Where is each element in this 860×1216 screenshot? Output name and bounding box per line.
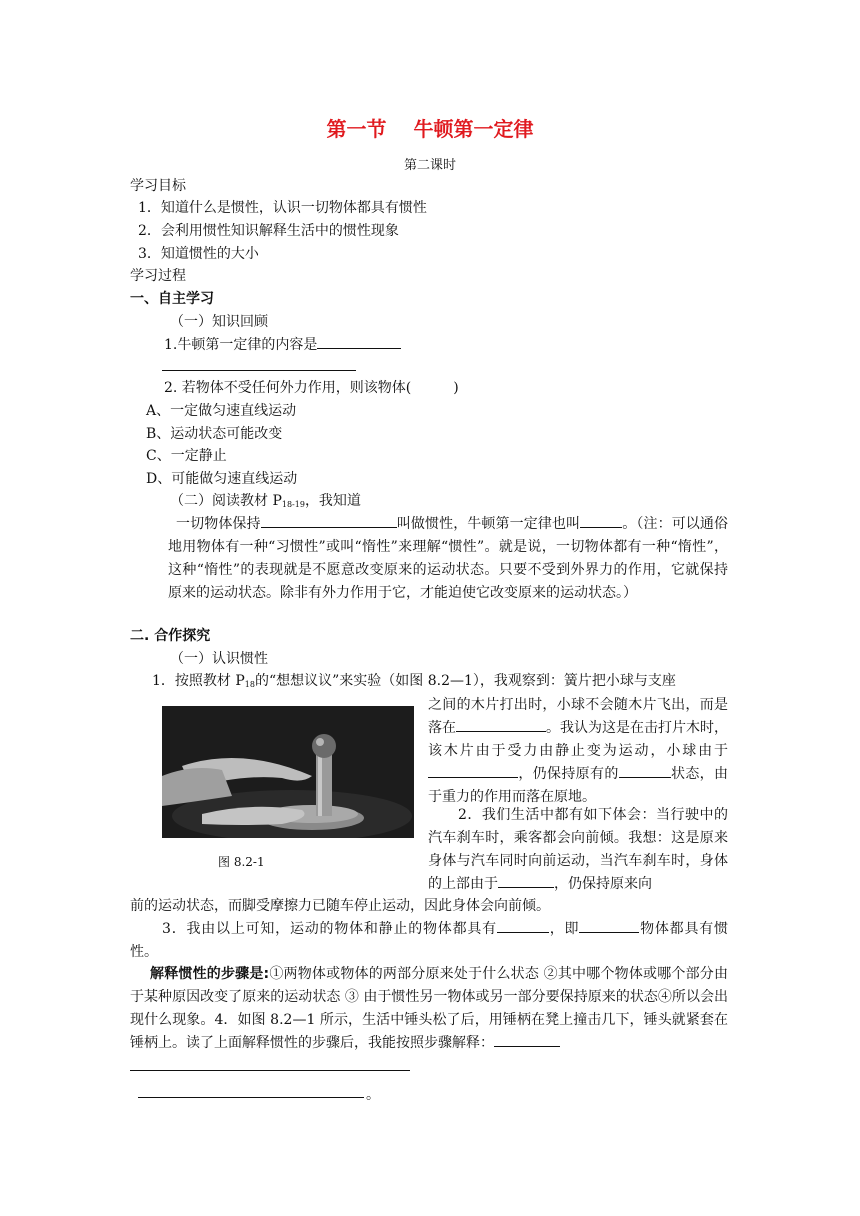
answer-blank[interactable] xyxy=(579,918,639,933)
answer-blank[interactable] xyxy=(497,918,549,933)
answer-blank[interactable] xyxy=(498,873,554,888)
answer-blank[interactable] xyxy=(580,513,622,528)
end-mark: 。 xyxy=(366,1087,380,1103)
question-s2-1 xyxy=(152,671,676,695)
page-title: 第一节 牛顿第一定律 xyxy=(326,117,534,141)
question-s2-3 xyxy=(130,918,728,964)
answer-blank[interactable] xyxy=(619,763,671,778)
q1-text-f: 状态，由于重力的作用而落在原地。 xyxy=(428,766,729,805)
reading-heading xyxy=(170,491,361,515)
process-heading: 学习过程 xyxy=(130,268,186,284)
question-1-text: 1.牛顿第一定律的内容是 xyxy=(164,337,318,353)
q2-text-a: 2．我们生活中都有如下体会：当行驶中的汽车刹车时，乘客都会向前倾。我想：这是原来身体与汽车同时向前运动，当汽车刹车时，身体的上部由于 xyxy=(428,807,728,892)
q1-text-d: 。我认为这是在击打片木时，该木片由于受力由静止变为运动，小球由于 xyxy=(428,720,728,759)
inertia-steps xyxy=(130,963,728,1055)
section1-heading: 一、自主学习 xyxy=(130,291,214,307)
q1-text-b: 的“想想议议”来实验（如图 8.2—1），我观察到：簧片把小球与支座 xyxy=(254,673,676,689)
objective-item: 3．知道惯性的大小 xyxy=(138,246,259,262)
page-subtitle: 第二课时 xyxy=(403,158,456,173)
review-heading: （一）知识回顾 xyxy=(170,314,268,330)
answer-blank[interactable] xyxy=(494,1032,560,1047)
q3-text-b: ，即 xyxy=(548,921,580,937)
answer-blank[interactable] xyxy=(456,717,546,732)
answer-blank[interactable] xyxy=(428,763,518,778)
objective-item: 2．会利用惯性知识解释生活中的惯性现象 xyxy=(138,223,399,239)
page-range: 18-19 xyxy=(281,500,305,509)
inertia-paragraph xyxy=(168,513,728,605)
experiment-photo xyxy=(162,706,414,838)
section2-sub: （一）认识惯性 xyxy=(170,651,268,667)
figure-caption: 图 8.2-1 xyxy=(218,855,265,869)
question-1 xyxy=(164,334,401,355)
option-d: D、可能做匀速直线运动 xyxy=(146,471,298,487)
inertia-text-c: 。（注：可以通俗地用物体有一种“习惯性”或叫“惰性”来理解“惯性”。就是说，一切物体都有一种“惰性”，这种“惰性”的表现就是不愿意改变原来的运动状态。只要不受到外界力的作用，它就保持原来的运动状态。除非有外力作用于它，才能迫使它改变原来的运动状态。） xyxy=(168,516,729,601)
inertia-text-b: 叫做惯性，牛顿第一定律也叫 xyxy=(396,516,581,532)
question-s2-1-continued xyxy=(428,694,728,809)
q2-text-b-head: ，仍保持原来向 xyxy=(554,876,652,892)
question-s2-2 xyxy=(428,804,728,896)
option-b: B、运动状态可能改变 xyxy=(146,426,283,442)
reading-text-b: ，我知道 xyxy=(304,493,361,509)
experiment-illustration xyxy=(162,706,414,838)
q1-text-a: 1．按照教材 P xyxy=(152,673,245,689)
steps-label: 解释惯性的步骤是: xyxy=(150,966,270,982)
q1-text-c: 之间的木片打出时，小球不会随木片飞出，而是落在 xyxy=(428,697,728,736)
inertia-text-a: 一切物体保持 xyxy=(176,516,261,532)
option-a: A、一定做匀速直线运动 xyxy=(146,403,297,419)
answer-line[interactable] xyxy=(138,1097,364,1098)
page-number: 18 xyxy=(244,680,255,689)
question-s2-2-tail: 前的运动状态，而脚受摩擦力已随车停止运动，因此身体会向前倾。 xyxy=(130,898,550,914)
section2-heading: 二. 合作探究 xyxy=(130,628,211,644)
q3-text-a: 3．我由以上可知，运动的物体和静止的物体都具有 xyxy=(162,921,497,937)
q1-text-e: ，仍保持原有的 xyxy=(518,766,619,782)
question-2: 2. 若物体不受任何外力作用，则该物体( ) xyxy=(164,380,459,396)
reading-text: （二）阅读教材 P xyxy=(170,493,282,509)
answer-line[interactable] xyxy=(162,370,356,371)
q3-text-c: 物体都具有惯性。 xyxy=(130,921,729,960)
objective-item: 1．知道什么是惯性，认识一切物体都具有惯性 xyxy=(138,200,427,216)
steps-text: ①两物体或物体的两部分原来处于什么状态 ②其中哪个物体或哪个部分由于某种原因改变了原来的运动状态 ③ 由于惯性另一物体或另一部分要保持原来的状态④所以会出现什么现象。4．如图 8.2—1 所示，生活中锤头松了后，用锤柄在凳上撞击几下，锤头就紧套在锤柄上。读了上面解释惯性的步骤后，我能按照步骤解释： xyxy=(130,966,728,1051)
answer-blank[interactable] xyxy=(317,334,401,349)
option-c: C、一定静止 xyxy=(146,448,227,464)
objectives-heading: 学习目标 xyxy=(130,178,186,194)
answer-line[interactable] xyxy=(130,1070,410,1071)
answer-blank[interactable] xyxy=(261,513,397,528)
